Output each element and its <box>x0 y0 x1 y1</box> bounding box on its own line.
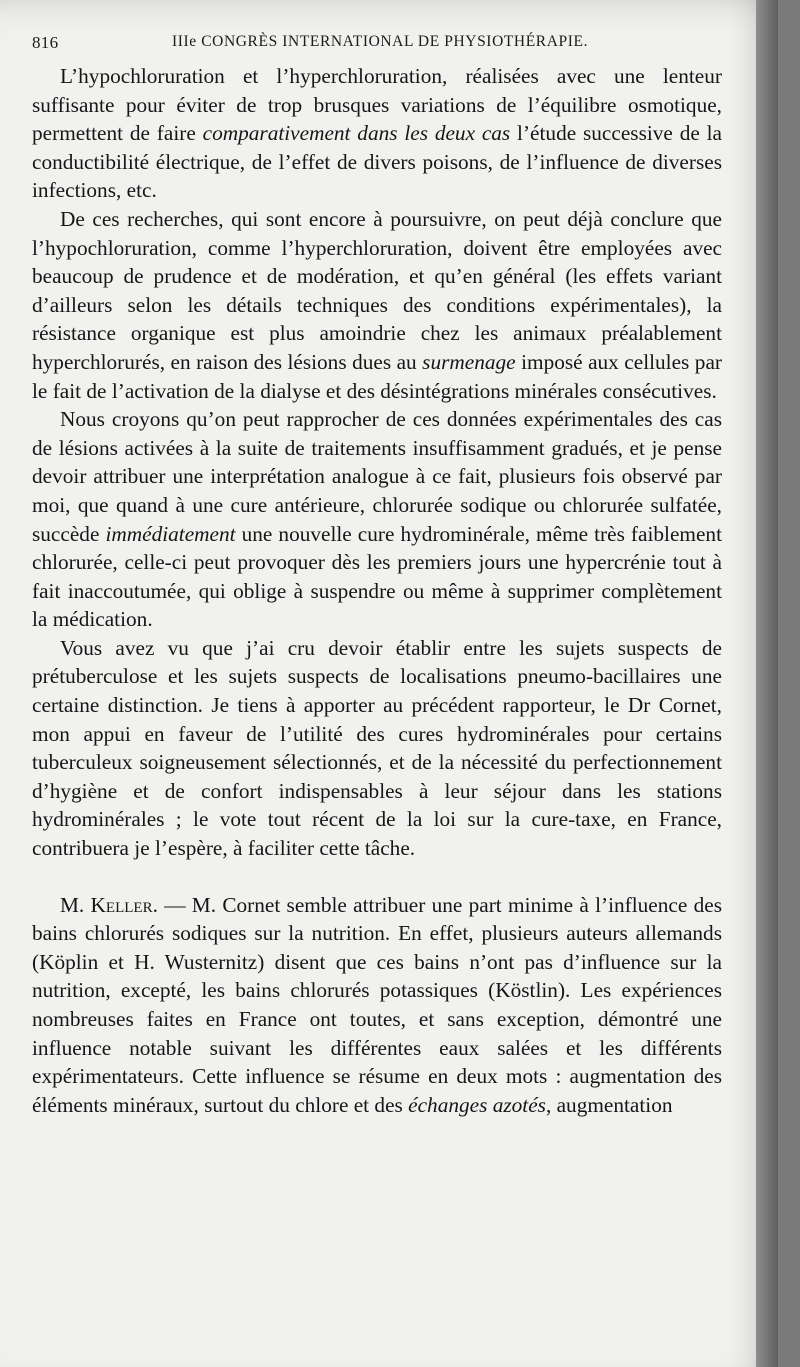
paragraph <box>32 891 722 1120</box>
running-head: IIIe CONGRÈS INTERNATIONAL DE PHYSIOTHÉRAPIE. <box>172 33 589 50</box>
text-run: De ces recherches, qui sont encore à poursuivre, on peut déjà conclure que l’hypochloruration, comme l’hyperchloruration, doivent être employées avec beaucoup de prudence et de modération, et qu’en général (les effets variant d’ailleurs selon les détails techniques des conditions expérimentales), la résistance organique est plus amoindrie chez les animaux préalablement hyperchlorurés, en raison des lésions dues au <box>32 206 722 374</box>
paragraph <box>32 62 722 205</box>
paragraph <box>32 205 722 405</box>
italic-run: surmenage <box>422 349 516 374</box>
text-run: Vous avez vu que j’ai cru devoir établir entre les sujets suspects de prétuberculose et les sujets suspects de localisations pneumo-bacillaires une certaine distinction. Je tiens à apporter au précédent rapporteur, le Dr Cornet, mon appui en faveur de l’utilité des cures hydrominérales pour certains tuberculeux soigneusement sélectionnés, et de la nécessité du perfectionnement d’hygiène et de confort indispensables à leur séjour dans les stations hydrominérales ; le vote tout récent de la loi sur la cure-taxe, en France, contribuera je l’espère, à faciliter cette tâche. <box>32 635 722 861</box>
paragraph <box>32 405 722 634</box>
text-run: imposé aux cellules par le fait de l’activation de la dialyse et des désintégrations minérales consécutives. <box>32 349 722 403</box>
text-run: , augmentation <box>545 1092 673 1117</box>
italic-run: immédiatement <box>105 521 236 546</box>
paragraph <box>32 634 722 863</box>
text-run: M. <box>60 892 91 917</box>
text-run: . — M. Cornet semble attribuer une part minime à l’influence des bains chlorurés sodiques sur la nutrition. En effet, plusieurs auteurs allemands (Köplin et H. Wusternitz) disent que ces bains n’ont pas d’influence sur la nutrition, excepté, les bains chlorurés potassiques (Köstlin). Les expériences nombreuses faites en France ont toutes, et sans exception, démontré une influence notable suivant les différentes eaux salées et les différents expérimentateurs. Cette influence se résume en deux mots : augmentation des éléments minéraux, surtout du chlore et des <box>32 892 722 1117</box>
text-run: Nous croyons qu’on peut rapprocher de ces données expérimentales des cas de lésions activées à la suite de traitements insuffisamment gradués, et je pense devoir attribuer une interprétation analogue à ce fait, plusieurs fois observé par moi, que quand à une cure antérieure, chlorurée sodique ou chlorurée sulfatée, succède <box>32 407 722 546</box>
body-text <box>32 62 722 1119</box>
text-run: L’hypochloruration et l’hyperchloruration, réalisées avec une lenteur suffisante pour éviter de trop brusques variations de l’équilibre osmotique, permettent de faire <box>32 64 722 146</box>
page-edge-shadow <box>756 0 778 1367</box>
text-run: l’étude successive de la conductibilité électrique, de l’effet de divers poisons, de l’influence de diverses infections, etc. <box>32 121 722 203</box>
page-number: 816 <box>32 33 59 52</box>
text-run: une nouvelle cure hydrominérale, même très faiblement chlorurée, celle-ci peut provoquer dès les premiers jours une hypercrénie tout à fait inaccoutumée, qui oblige à suspendre ou même à supprimer complètement la médication. <box>32 521 722 632</box>
italic-run: comparativement dans les deux cas <box>202 121 511 146</box>
italic-run: échanges azotés <box>408 1092 546 1117</box>
speaker-name: Keller <box>90 892 153 917</box>
